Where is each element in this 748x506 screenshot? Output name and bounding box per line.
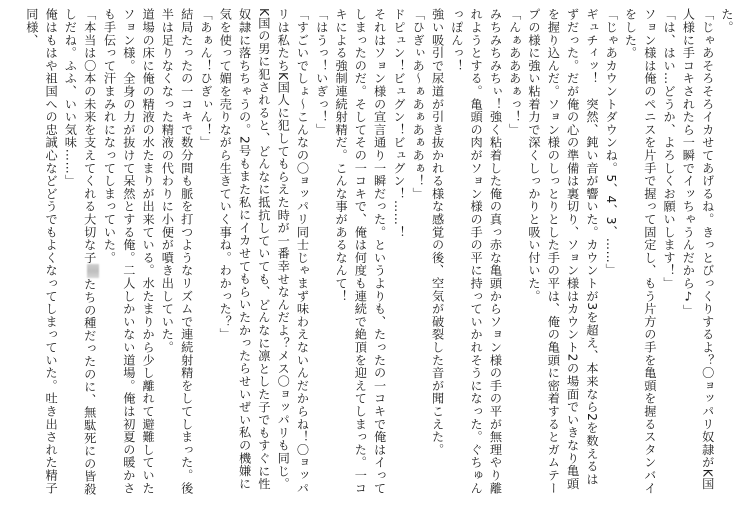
paragraph: 「じゃあカウントダウンね。5、4、3、……」 xyxy=(604,8,619,277)
paragraph: ソョン様は俺のペニスを片手で握って固定し、もう片方の手を亀頭を握るスタンバイをした。 xyxy=(623,8,657,495)
paragraph: 「ひぎぃあ～ぁあぁあぁあぁ！」 xyxy=(411,8,426,200)
paragraph: 道場の床に俺の精液の水たまりが出来ている。水たまりから少し離れて避難していたソョン様。全身の力が抜けて呆然とする俺。二人しかいない道場。俺は初夏の暖かさも手伝って汗まみれになってしまっていた。 xyxy=(102,8,156,495)
paragraph-part: 「本当は〇本の未来を支えてくれる大切な子 xyxy=(82,8,97,264)
paragraph: それはソョン様の宣言通り一瞬だった。というよりも、たったの一コキで俺はイってしまったのだ。そしてその一コキで、俺は何度も連続で絶頂を迎えてしまった。一コキによる強制連続射精だ。こんな事があるなんて！ xyxy=(334,8,387,495)
paragraph: 「んぁあああぁっ！」 xyxy=(507,8,522,136)
vertical-text-body xyxy=(8,8,736,498)
censor-blur xyxy=(87,264,99,278)
paragraph: ギュチィッ！ 突然、鈍い音が響いた。カウントが3を超え、本来なら2を数えるはずだった。だが俺の心の準備は裏切り、ソョン様はカウント2の場面でいきなり亀頭を握り込んだ。ソョン様のしっとりとした手の平は、俺の亀頭に密着するとガムテープの様に強い粘着力で深くしっかりと吸い付いた。 xyxy=(527,8,599,495)
paragraph: 強い吸引で尿道が引き抜かれる様な感覚の後、空気が破裂した音が聞こえた。 xyxy=(430,8,445,456)
paragraph: 「すごいでしょ～こんなの〇ョッパリ同士じゃまず味わえないんだからね！〇ョッパリは私たちK国人に犯してもらえた時が一番幸せなんだよ？メス〇ョッパリも同じ。K国の男に犯されると、どんなに抵抗していても、どんなに凛とした子でもすぐに性奴隷に落ちちゃうの。2号もまた私にイカせてもらいたかったらせいぜい私の機嫌に気を使って媚を売りながら生きていく事ね。わかった？」 xyxy=(218,8,310,495)
paragraph: 「はうっ！いぎっ！」 xyxy=(314,8,329,136)
paragraph: ドピュン！ビュグン！ビュグン！……！ xyxy=(391,8,406,239)
paragraph-part: たちの種だったのに、無駄死にの皆殺しだね。ふふ、いい気味……」 xyxy=(63,8,97,496)
paragraph: 俺はもはや祖国への忠誠心などどうでもよくなってしまっていた。吐き出された精子同様、 xyxy=(24,8,59,495)
paragraph xyxy=(60,8,99,498)
paragraph: 「は、はい…どうか、よろしくお願いします！」 xyxy=(662,8,677,290)
paragraph: た。 xyxy=(720,8,734,34)
paragraph: 「じゃあそろそろイカせてあげるね。きっとびっくりするよ？〇ョッパリ奴隷がK国人様に手コキされたら一瞬でイッちゃうんだから♪」 xyxy=(681,8,715,491)
paragraph: みちみちみちぃ！強く粘着した俺の真っ赤な亀頭からソョン様の手の平が無理やり離れようとする。亀頭の肉がソョン様の手の平に持っていかれそうになった。ぐちゅんっぽんっ！ xyxy=(449,8,503,495)
paragraph: 結局たったの一コキで数分間も脈を打つようなリズムで連続射精をしてしまった。後半は足りなくなった精液の代わりに小便が噴き出していた。 xyxy=(160,8,194,495)
paragraph: 「あぁん！ひぎぃん！」 xyxy=(198,8,213,149)
